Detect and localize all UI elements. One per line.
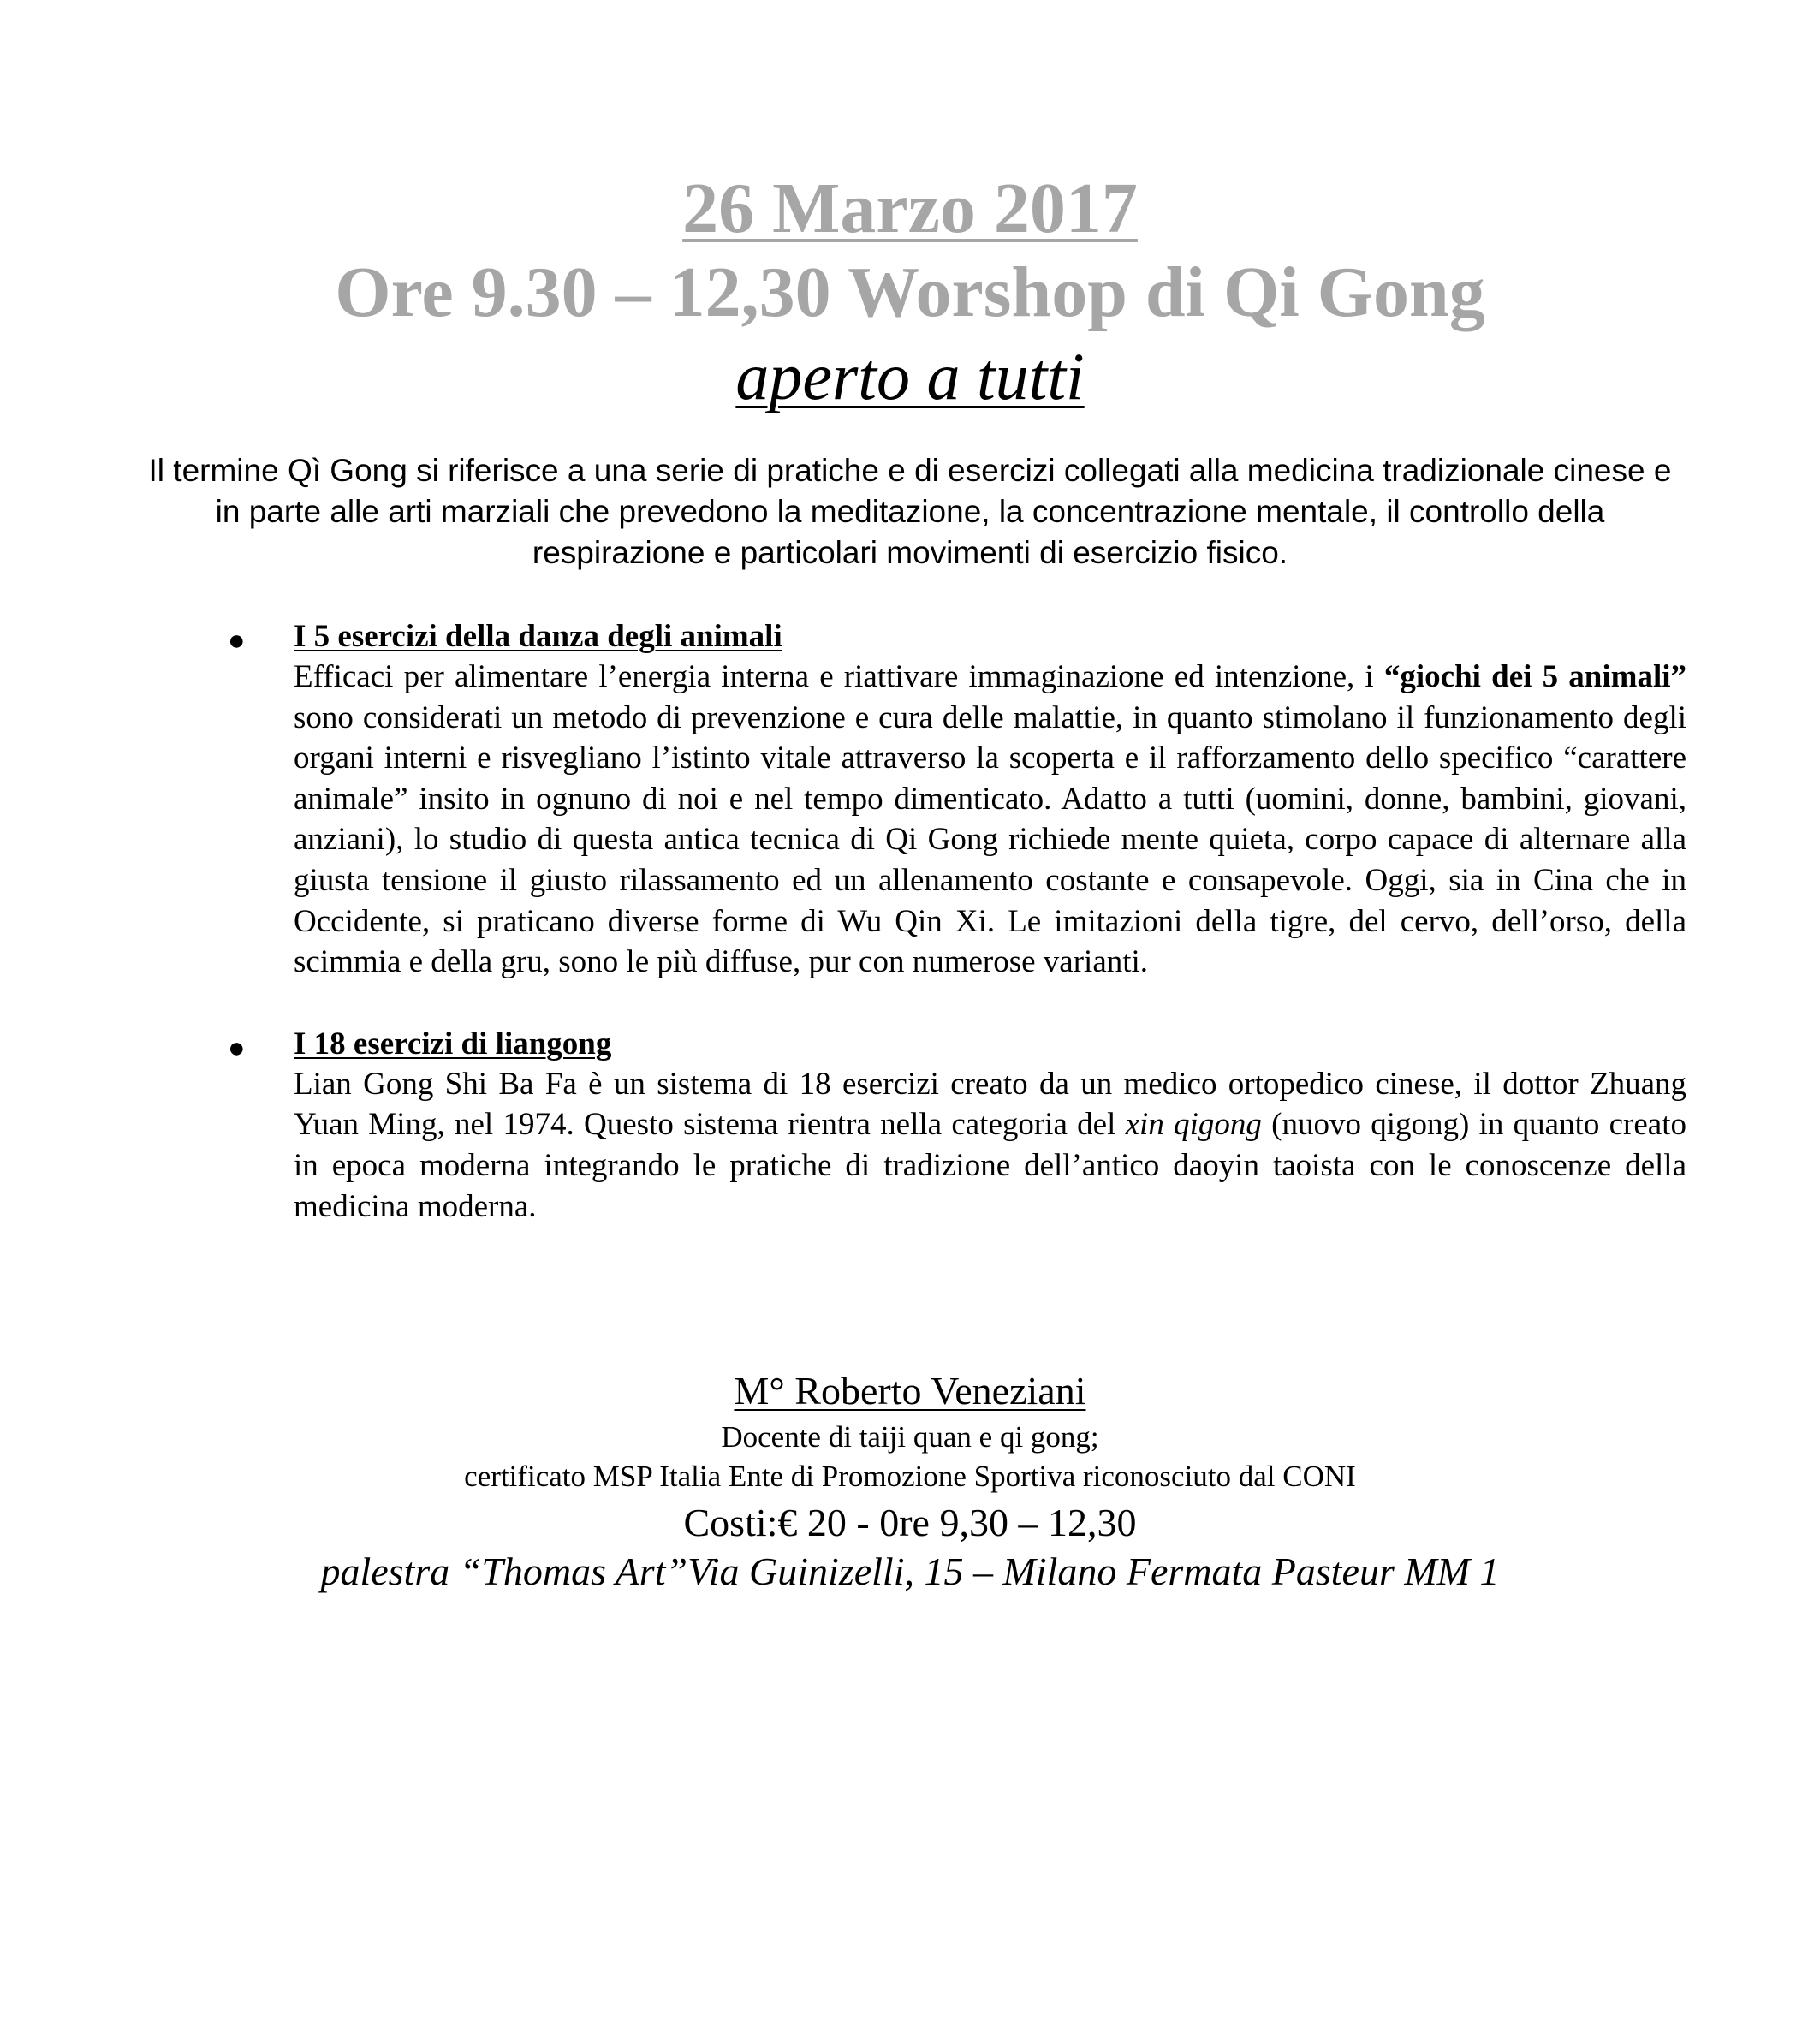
section-title: I 18 esercizi di liangong <box>294 1026 612 1062</box>
event-cost: Costi:€ 20 - 0re 9,30 – 12,30 <box>683 1501 1137 1544</box>
event-subtitle <box>0 336 1820 418</box>
body-text: sono considerati un metodo di prevenzione e cura delle malattie, in quanto stimolano il funzionamento degli organi interni e risvegliano l’istinto vitale attraverso la scoperta e il rafforzamento dello specifico “carattere animale” insito in ognuno di noi e nel tempo dimenticato. Adatto a tutti (uomini, donne, bambini, giovani, anziani), lo studio di questa antica tecnica di Qi Gong richiede mente quieta, corpo capace di alternare alla giusta tensione il giusto rilassamento ed un allenamento costante e consapevole. Oggi, sia in Cina che in Occidente, si praticano diverse forme di Wu Qin Xi. Le imitazioni della tigre, del cervo, dell’orso, della scimmia e della gru, sono le più diffuse, pur con numerose varianti. <box>294 699 1686 980</box>
instructor-name-line <box>0 1367 1820 1415</box>
event-time-heading: Ore 9.30 – 12,30 Worshop di Qi Gong <box>335 253 1485 332</box>
body-text: Efficaci per alimentare l’energia interna e riattivare immaginazione ed intenzione, i <box>294 659 1384 694</box>
body-italic-text: xin qigong <box>1125 1107 1262 1143</box>
body-text: Lian Gong Shi Ba Fa è un sistema di 18 esercizi creato da un medico ortopedico cinese, il dottor Zhuang Yuan Ming, nel 1974. Questo sistema rientra nella categoria del <box>294 1066 1686 1143</box>
list-item <box>221 616 1686 983</box>
body-bold-text: “giochi dei 5 animali” <box>1383 659 1687 694</box>
section-body <box>294 1064 1686 1227</box>
event-date: 26 Marzo 2017 <box>682 169 1138 248</box>
exercise-list <box>221 616 1686 1268</box>
bullet-icon: ● <box>228 625 246 657</box>
intro-paragraph: Il termine Qì Gong si riferisce a una serie di pratiche e di esercizi collegati alla medicina tradizionale cinese e in parte alle arti marziali che prevedono la meditazione, la concentrazione mentale, il controllo della respirazione e particolari movimenti di esercizio fisico. <box>148 453 1672 570</box>
instructor-role: Docente di taiji quan e qi gong; <box>721 1420 1099 1454</box>
section-body <box>294 657 1686 983</box>
event-date-heading <box>0 168 1820 250</box>
bullet-icon: ● <box>228 1032 246 1064</box>
section-title: I 5 esercizi della danza degli animali <box>294 619 782 654</box>
event-venue: palestra “Thomas Art”Via Guinizelli, 15 – Milano Fermata Pasteur MM 1 <box>320 1549 1500 1593</box>
instructor-certification: certificato MSP Italia Ente di Promozione Sportiva riconosciuto dal CONI <box>464 1460 1356 1493</box>
instructor-name: M° Roberto Veneziani <box>734 1369 1086 1412</box>
subtitle-text: aperto a tutti <box>735 339 1085 413</box>
list-item <box>221 1024 1686 1227</box>
body-text: (nuovo qigong) in quanto creato in epoca moderna integrando le pratiche di tradizione dell’antico daoyin taoista con le conoscenze della medicina moderna. <box>294 1107 1686 1224</box>
